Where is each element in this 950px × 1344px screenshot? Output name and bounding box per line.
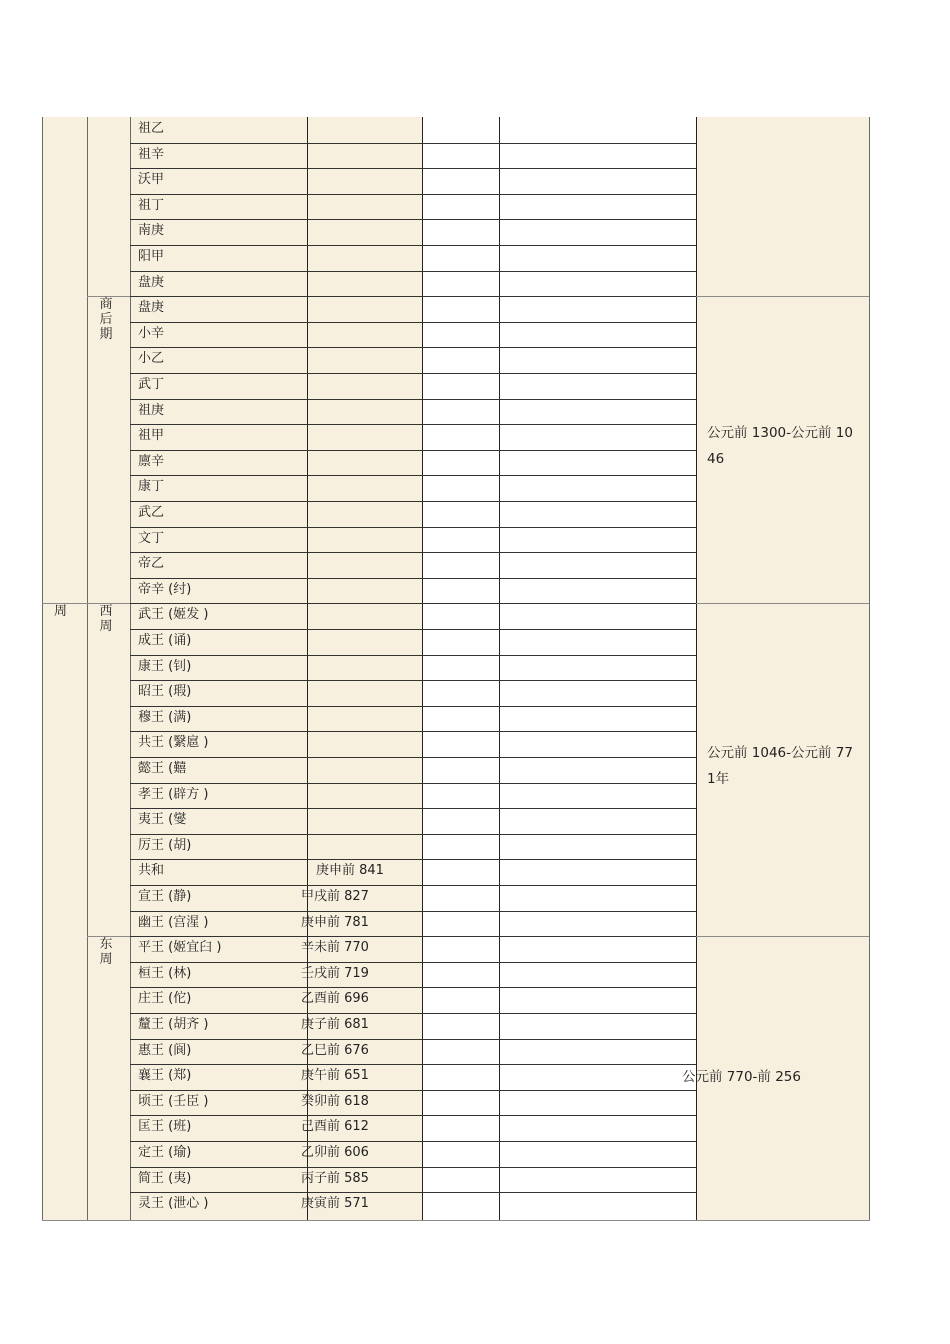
king-name: 武王 (姬发 )	[138, 607, 209, 623]
king-name: 顷王 (壬臣 )	[138, 1093, 209, 1109]
row-divider	[130, 783, 696, 784]
row-divider	[130, 1039, 696, 1040]
king-name: 康丁	[138, 479, 165, 495]
king-name: 平王 (姬宜臼 )	[138, 940, 222, 956]
group-divider	[696, 936, 869, 937]
row-divider	[130, 680, 696, 681]
king-name: 帝乙	[138, 556, 165, 572]
row-divider	[130, 475, 696, 476]
king-name: 盘庚	[138, 274, 165, 290]
column-divider	[130, 117, 131, 1221]
king-name: 南庚	[138, 223, 165, 239]
king-name: 廪辛	[138, 453, 165, 469]
row-divider	[130, 1090, 696, 1091]
row-divider	[130, 1115, 696, 1116]
column-divider	[42, 117, 43, 1221]
reign-start-year: 庚申前 841	[316, 863, 384, 879]
row-divider	[130, 1192, 696, 1193]
king-name: 祖辛	[138, 146, 165, 162]
column-divider	[87, 117, 88, 1221]
reign-start-year: 乙酉前 696	[301, 991, 369, 1007]
row-divider	[130, 219, 696, 220]
row-divider	[130, 987, 696, 988]
king-name: 共王 (繄扈 )	[138, 735, 209, 751]
row-divider	[130, 706, 696, 707]
reign-start-year: 乙巳前 676	[301, 1042, 369, 1058]
king-name: 惠王 (阆)	[138, 1042, 192, 1058]
king-name: 庄王 (佗)	[138, 991, 192, 1007]
king-name: 灵王 (泄心 )	[138, 1196, 209, 1212]
reign-start-year: 庚午前 651	[301, 1068, 369, 1084]
king-name: 共和	[138, 863, 165, 879]
reign-start-year: 庚寅前 571	[301, 1196, 369, 1212]
column-divider	[696, 117, 697, 1221]
row-divider	[130, 1141, 696, 1142]
row-divider	[130, 1013, 696, 1014]
king-name: 武丁	[138, 377, 165, 392]
row-divider	[130, 194, 696, 195]
row-divider	[130, 578, 696, 579]
king-name: 孝王 (辟方 )	[138, 786, 209, 802]
king-name: 祖庚	[138, 402, 165, 418]
king-name: 定王 (瑜)	[138, 1145, 192, 1160]
reign-start-year: 庚子前 681	[301, 1017, 369, 1032]
column-divider	[422, 117, 423, 1221]
king-name: 幽王 (宫湦 )	[138, 914, 209, 930]
subperiod-label: 东周	[99, 937, 113, 968]
row-divider	[130, 1167, 696, 1168]
king-name: 釐王 (胡齐 )	[138, 1017, 209, 1032]
row-divider	[130, 245, 696, 246]
king-name: 祖丁	[138, 197, 165, 213]
reign-start-year: 甲戌前 827	[301, 889, 369, 904]
row-divider	[130, 373, 696, 374]
reign-start-year: 己酉前 612	[301, 1119, 369, 1135]
period-range: 公元前 770-前 256	[682, 1069, 801, 1085]
row-divider	[130, 911, 696, 912]
king-name: 夷王 (燮	[138, 812, 187, 828]
row-divider	[130, 629, 696, 630]
table-bottom-border	[42, 1220, 870, 1221]
period-range: 公元前 1046-公元前 771年	[707, 744, 853, 787]
dynasty-table	[42, 117, 870, 1221]
row-divider	[130, 271, 696, 272]
reign-start-year: 壬戌前 719	[301, 965, 369, 981]
king-name: 小辛	[138, 325, 165, 341]
row-divider	[130, 808, 696, 809]
king-name: 宣王 (静)	[138, 889, 192, 904]
reign-start-year: 丙子前 585	[301, 1170, 369, 1186]
reign-start-year: 辛未前 770	[301, 940, 369, 956]
row-divider	[130, 1064, 696, 1065]
row-divider	[130, 296, 696, 297]
row-divider	[130, 834, 696, 835]
king-name: 阳甲	[138, 249, 165, 264]
king-name: 武乙	[138, 505, 165, 520]
group-divider	[696, 603, 869, 604]
reign-start-year: 庚申前 781	[301, 914, 369, 930]
king-name: 成王 (诵)	[138, 633, 192, 648]
king-name: 康王 (钊)	[138, 658, 192, 674]
dynasty-label: 周	[54, 604, 68, 620]
reign-start-year: 乙卯前 606	[301, 1145, 369, 1160]
row-divider	[130, 501, 696, 502]
row-divider	[130, 603, 696, 604]
row-divider	[130, 450, 696, 451]
row-divider	[130, 731, 696, 732]
row-divider	[130, 655, 696, 656]
row-divider	[130, 347, 696, 348]
row-divider	[130, 399, 696, 400]
king-name: 帝辛 (纣)	[138, 581, 192, 597]
column-divider	[869, 117, 870, 1221]
king-name: 襄王 (郑)	[138, 1068, 192, 1084]
row-divider	[130, 527, 696, 528]
column-divider	[499, 117, 500, 1221]
king-name: 昭王 (瑕)	[138, 684, 192, 700]
king-name: 穆王 (满)	[138, 709, 192, 725]
king-name: 小乙	[138, 351, 165, 367]
subperiod-label: 商后期	[99, 297, 113, 343]
reign-start-year: 癸卯前 618	[301, 1093, 369, 1109]
row-divider	[130, 757, 696, 758]
king-name: 祖甲	[138, 428, 165, 444]
row-divider	[130, 962, 696, 963]
row-divider	[130, 885, 696, 886]
king-name: 匡王 (班)	[138, 1119, 192, 1135]
king-name: 桓王 (林)	[138, 965, 192, 981]
row-divider	[130, 424, 696, 425]
period-range: 公元前 1300-公元前 1046	[707, 424, 853, 467]
king-name: 简王 (夷)	[138, 1170, 192, 1186]
row-divider	[130, 552, 696, 553]
row-divider	[130, 143, 696, 144]
king-name: 沃甲	[138, 172, 165, 188]
king-name: 厉王 (胡)	[138, 837, 192, 853]
king-name: 祖乙	[138, 121, 165, 136]
row-divider	[130, 168, 696, 169]
row-divider	[130, 859, 696, 860]
row-divider	[130, 322, 696, 323]
beige-band-right	[697, 117, 869, 1221]
king-name: 盘庚	[138, 300, 165, 316]
king-name: 懿王 (囏	[138, 761, 187, 776]
blank-columns	[423, 117, 696, 1221]
subperiod-label: 西周	[99, 604, 113, 635]
group-divider	[696, 296, 869, 297]
king-name: 文丁	[138, 530, 165, 546]
